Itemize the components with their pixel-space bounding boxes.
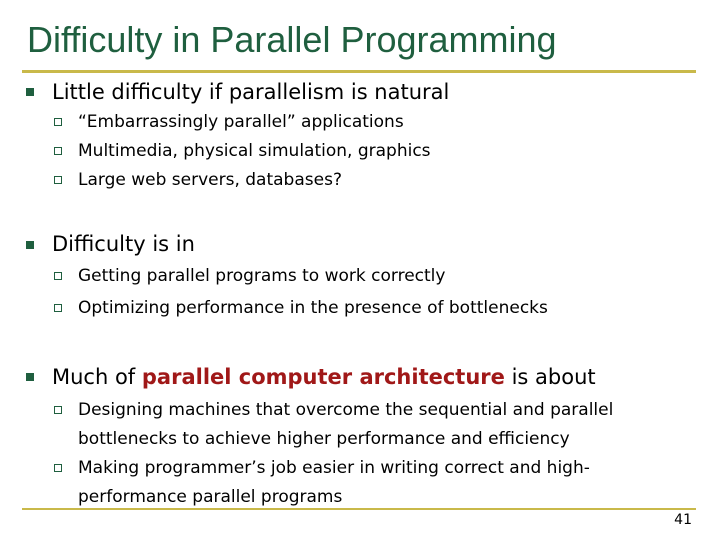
heading-prefix: Much of bbox=[52, 365, 142, 389]
sub-bullet: Getting parallel programs to work correctly bbox=[78, 266, 446, 286]
sub-bullet: Large web servers, databases? bbox=[78, 170, 342, 190]
hollow-square-bullet-icon bbox=[54, 118, 62, 126]
square-bullet-icon bbox=[26, 373, 34, 381]
square-bullet-icon bbox=[26, 88, 34, 96]
square-bullet-icon bbox=[26, 241, 34, 249]
hollow-square-bullet-icon bbox=[54, 272, 62, 280]
bullet-heading: Little difficulty if parallelism is natural bbox=[52, 80, 450, 104]
hollow-square-bullet-icon bbox=[54, 147, 62, 155]
hollow-square-bullet-icon bbox=[54, 304, 62, 312]
sub-bullet: Making programmer’s job easier in writing correct and high-performance parallel programs bbox=[78, 458, 590, 507]
sub-bullet: “Embarrassingly parallel” applications bbox=[78, 112, 404, 132]
bullet-heading: Difficulty is in bbox=[52, 232, 195, 256]
footer-divider bbox=[22, 508, 696, 510]
heading-suffix: is about bbox=[504, 365, 596, 389]
page-number: 41 bbox=[674, 512, 692, 528]
hollow-square-bullet-icon bbox=[54, 406, 62, 414]
sub-bullet: Designing machines that overcome the sequential and parallel bottlenecks to achieve higher performance and efficiency bbox=[78, 400, 614, 449]
sub-bullet: Multimedia, physical simulation, graphics bbox=[78, 141, 431, 161]
hollow-square-bullet-icon bbox=[54, 464, 62, 472]
title-divider bbox=[22, 70, 696, 73]
slide-title: Difficulty in Parallel Programming bbox=[27, 19, 557, 60]
bullet-heading bbox=[52, 364, 596, 390]
sub-bullet: Optimizing performance in the presence of bottlenecks bbox=[78, 298, 548, 318]
hollow-square-bullet-icon bbox=[54, 176, 62, 184]
heading-emphasis: parallel computer architecture bbox=[141, 365, 505, 389]
